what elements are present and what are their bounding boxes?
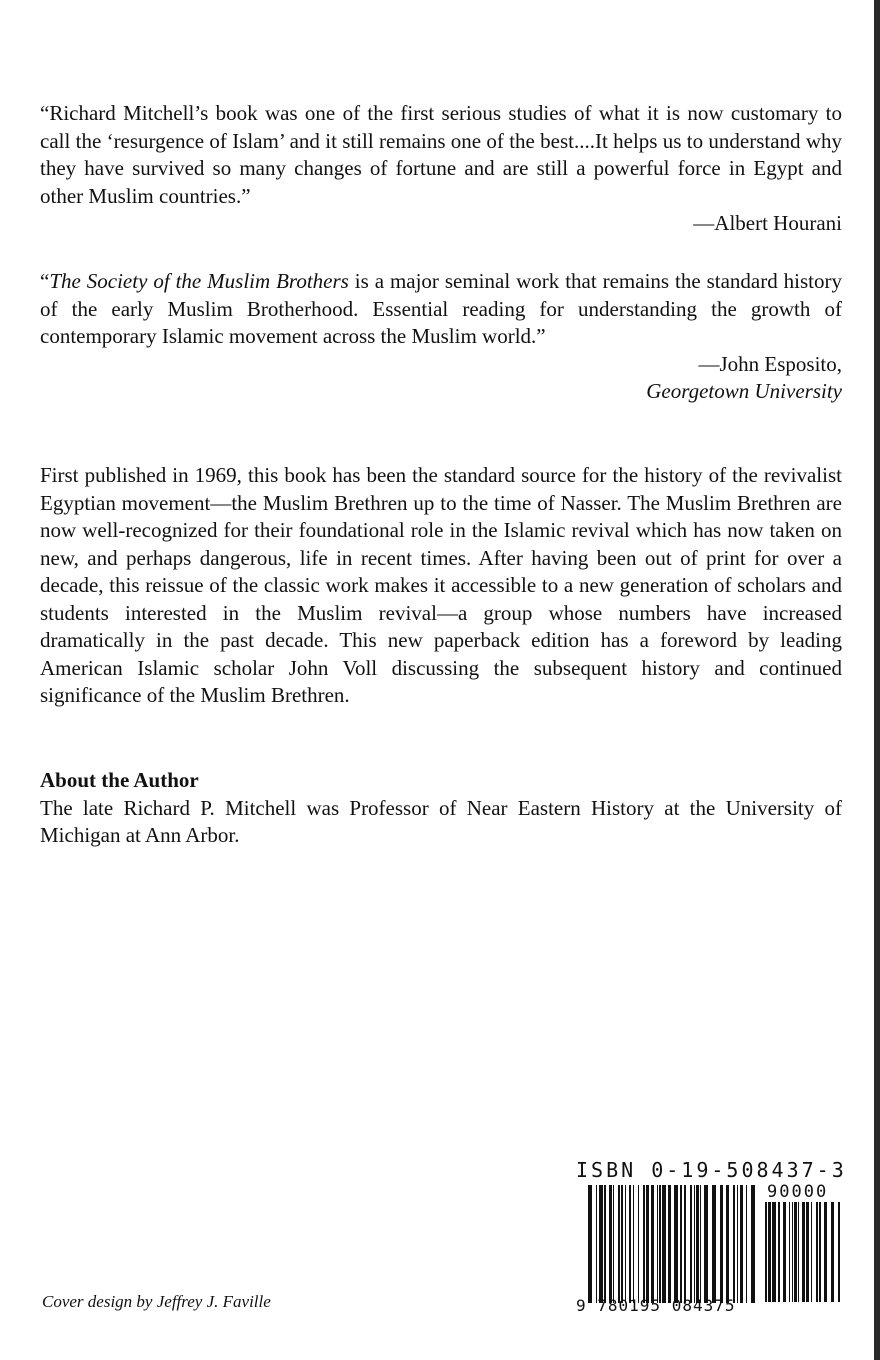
barcode-bar-26: [704, 1185, 708, 1303]
barcode-bar-14: [651, 1185, 654, 1303]
barcode-bar-15: [657, 1185, 658, 1303]
open-quote: “: [40, 269, 50, 293]
barcode-bar-23: [694, 1185, 695, 1303]
barcode-bar-4: [783, 1202, 786, 1302]
barcode-bar-32: [740, 1185, 743, 1303]
barcode-bar-19: [674, 1185, 678, 1303]
barcode-bar-5: [789, 1202, 790, 1302]
quote-attribution: —John Esposito,: [698, 351, 842, 376]
barcode-bar-7: [794, 1202, 797, 1302]
review-quote-esposito: [40, 268, 842, 406]
barcode-bar-5: [613, 1185, 614, 1303]
about-author-text: The late Richard P. Mitchell was Professor of Near Eastern History at the University of Michigan at Ann Arbor.: [40, 795, 842, 847]
barcode-bar-1: [768, 1202, 771, 1302]
barcode-bar-3: [604, 1185, 606, 1303]
barcode-bar-29: [726, 1185, 729, 1303]
ean-barcode: [588, 1185, 758, 1303]
barcode-bar-10: [806, 1202, 809, 1302]
quote-affiliation: Georgetown University: [646, 379, 842, 403]
barcode-bar-8: [625, 1185, 626, 1303]
addon-barcode: [765, 1202, 841, 1302]
review-quote-hourani: [40, 100, 842, 238]
barcode-bar-7: [621, 1185, 623, 1303]
barcode-bar-1: [596, 1185, 597, 1303]
barcode-bar-0: [765, 1202, 767, 1302]
barcode-bar-11: [638, 1185, 639, 1303]
barcode-bar-18: [668, 1185, 671, 1303]
book-description: [40, 462, 842, 710]
barcode-bar-20: [680, 1185, 682, 1303]
barcode-bar-2: [599, 1185, 603, 1303]
quote-text: “Richard Mitchell’s book was one of the first serious studies of what it is now customary to call the ‘resurgence of Islam’ and it still remains one of the best....It helps us to understand why they have survived so many changes of fortune and are still a powerful force in Egypt and other Muslim countries.”: [40, 101, 842, 208]
barcode-bar-2: [772, 1202, 776, 1302]
barcode-bar-16: [659, 1185, 661, 1303]
isbn-label: ISBN 0-19-508437-3: [576, 1158, 847, 1182]
barcode-bar-6: [792, 1202, 793, 1302]
barcode-bar-28: [720, 1185, 723, 1303]
barcode-bar-12: [816, 1202, 818, 1302]
barcode-bar-10: [633, 1185, 634, 1303]
barcode-bar-31: [737, 1185, 738, 1303]
barcode-digits: 9 780195 084375: [576, 1296, 736, 1315]
barcode-bar-22: [690, 1185, 692, 1303]
barcode-bar-27: [712, 1185, 716, 1303]
cover-design-credit: Cover design by Jeffrey J. Faville: [42, 1292, 271, 1311]
barcode-bar-13: [819, 1202, 821, 1302]
barcode-bar-24: [696, 1185, 699, 1303]
barcode-bar-34: [751, 1185, 755, 1303]
barcode-bar-30: [733, 1185, 735, 1303]
barcode-bar-33: [746, 1185, 747, 1303]
about-author-section: [40, 767, 842, 850]
barcode-bar-13: [646, 1185, 649, 1303]
about-author-heading: About the Author: [40, 768, 199, 792]
barcode-bar-11: [811, 1202, 812, 1302]
barcode-bar-15: [831, 1202, 834, 1302]
barcode-bar-3: [778, 1202, 780, 1302]
barcode-bar-25: [700, 1185, 701, 1303]
book-title: The Society of the Muslim Brothers: [49, 269, 349, 293]
description-text: First published in 1969, this book has been the standard source for the history of the revivalist Egyptian movement—the Muslim Brethren up to the time of Nasser. The Muslim Brethren are now well-recognized for their foundational role in the Islamic revival which has now taken on new, and perhaps dangerous, life in recent times. After having been out of print for over a decade, this reissue of the classic work makes it accessible to a new generation of scholars and students interested in the Muslim revival—a group whose numbers have increased dramatically in the past decade. This new paperback edition has a foreword by leading American Islamic scholar John Voll discussing the subsequent history and continued significance of the Muslim Brethren.: [40, 463, 842, 707]
barcode-bar-21: [684, 1185, 686, 1303]
barcode-bar-16: [838, 1202, 840, 1302]
barcode-bar-8: [798, 1202, 799, 1302]
barcode-bar-6: [618, 1185, 620, 1303]
barcode-bar-17: [662, 1185, 666, 1303]
barcode-bar-0: [588, 1185, 592, 1303]
addon-number: 90000: [767, 1182, 829, 1202]
barcode-bar-14: [824, 1202, 827, 1302]
barcode-bar-9: [802, 1202, 805, 1302]
quote-body: is a major seminal work that remains the standard history of the early Muslim Brotherhood. Essential reading for understanding the growth of contemporary Islamic movement across the Muslim world.”: [40, 269, 843, 348]
barcode-bar-12: [643, 1185, 645, 1303]
spine-edge: [874, 0, 880, 1360]
quote-text: [40, 268, 842, 351]
barcode-bar-9: [629, 1185, 631, 1303]
barcode-bar-4: [609, 1185, 612, 1303]
quote-attribution: —Albert Hourani: [693, 211, 842, 235]
